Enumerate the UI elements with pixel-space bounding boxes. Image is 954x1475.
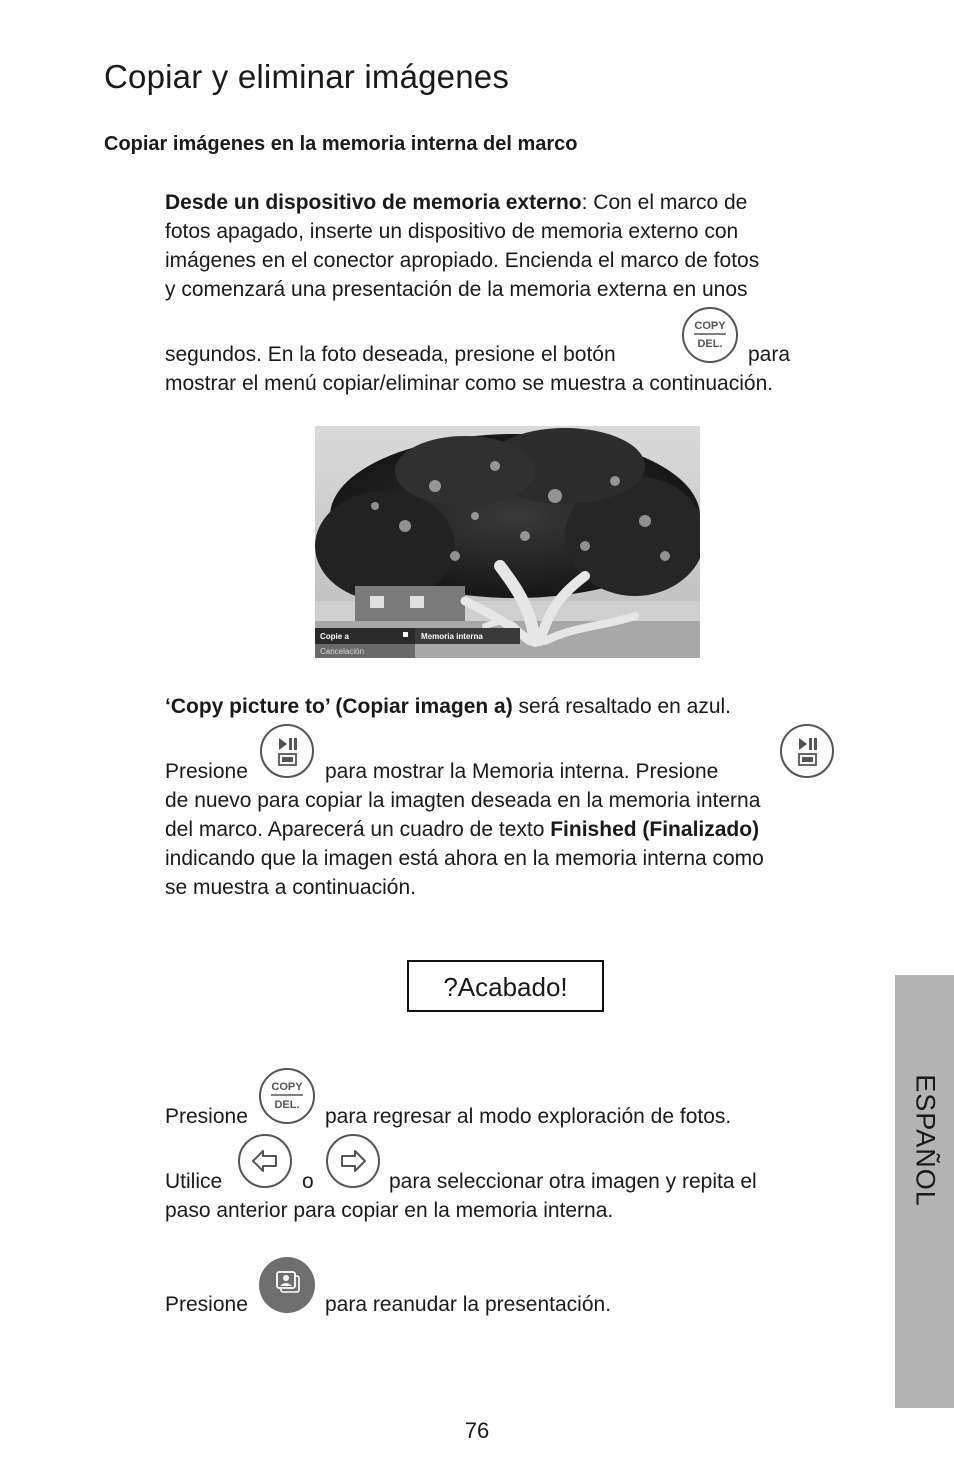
para1-line6: mostrar el menú copiar/eliminar como se muestra a continuación.	[165, 372, 774, 395]
copy-del-icon	[257, 1066, 317, 1126]
para4-presione: Presione	[165, 1105, 248, 1128]
para1-line5-before: segundos. En la foto deseada, presione el botón	[165, 343, 616, 366]
para1-line2: fotos apagado, inserte un dispositivo de memoria externo con	[165, 220, 739, 243]
para3-line2: de nuevo para copiar la imagten deseada en la memoria interna	[165, 789, 761, 812]
para5-o: o	[302, 1170, 314, 1193]
para3-line5: se muestra a continuación.	[165, 876, 416, 899]
para1-line1	[165, 188, 747, 217]
para5-rest: para seleccionar otra imagen y repita el	[389, 1170, 757, 1193]
para1-bold-lead: Desde un dispositivo de memoria externo	[165, 191, 582, 214]
para6-rest: para reanudar la presentación.	[325, 1293, 612, 1316]
tree-photo	[315, 426, 700, 658]
page-title: Copiar y eliminar imágenes	[104, 58, 510, 95]
para2-bold-lead: ‘Copy picture to’ (Copiar imagen a)	[165, 695, 513, 718]
para5-line2: paso anterior para copiar en la memoria interna.	[165, 1199, 614, 1222]
play-pause-icon	[258, 722, 316, 780]
page-number: 76	[464, 1418, 490, 1443]
menu-copy-label: Copie a	[320, 632, 349, 641]
finished-message-box: ?Acabado!	[407, 960, 604, 1012]
menu-internal-memory-label: Memoria interna	[421, 632, 483, 641]
arrow-right-icon	[324, 1132, 382, 1190]
para2-rest: será resaltado en azul.	[512, 695, 732, 718]
para3-line3-a: del marco. Aparecerá un cuadro de texto	[165, 818, 551, 841]
copy-icon-label-top: COPY	[694, 320, 726, 332]
para3-line1-b: para mostrar la Memoria interna. Presione	[325, 760, 719, 783]
para5-utilice: Utilice	[165, 1170, 223, 1193]
section-subtitle: Copiar imágenes en la memoria interna del marco	[104, 133, 578, 155]
para1-line1-rest: : Con el marco de	[581, 191, 748, 214]
side-tab-label: ESPAÑOL	[910, 1074, 940, 1207]
copy-icon-label-bottom: DEL.	[697, 338, 723, 350]
para3-line3-bold: Finished (Finalizado)	[550, 818, 760, 841]
para3-presione-1: Presione	[165, 760, 248, 783]
para1-line3: imágenes en el conector apropiado. Encienda el marco de fotos	[165, 249, 760, 272]
slideshow-icon	[257, 1255, 317, 1315]
para6-presione: Presione	[165, 1293, 248, 1316]
menu-cancel-label: Cancelación	[320, 647, 365, 656]
para4-rest: para regresar al modo exploración de fotos.	[325, 1105, 732, 1128]
play-pause-icon	[778, 722, 836, 780]
arrow-left-icon	[236, 1132, 294, 1190]
copy-icon-label-bottom: DEL.	[274, 1099, 300, 1111]
language-side-tab	[895, 975, 954, 1408]
copy-del-icon	[680, 305, 740, 365]
para3-line3	[165, 815, 759, 844]
copy-icon-label-top: COPY	[271, 1081, 303, 1093]
para1-line5-after: para	[748, 343, 791, 366]
para1-line4: y comenzará una presentación de la memoria externa en unos	[165, 278, 748, 301]
para3-line4: indicando que la imagen está ahora en la memoria interna como	[165, 847, 764, 870]
para2-line	[165, 692, 731, 721]
